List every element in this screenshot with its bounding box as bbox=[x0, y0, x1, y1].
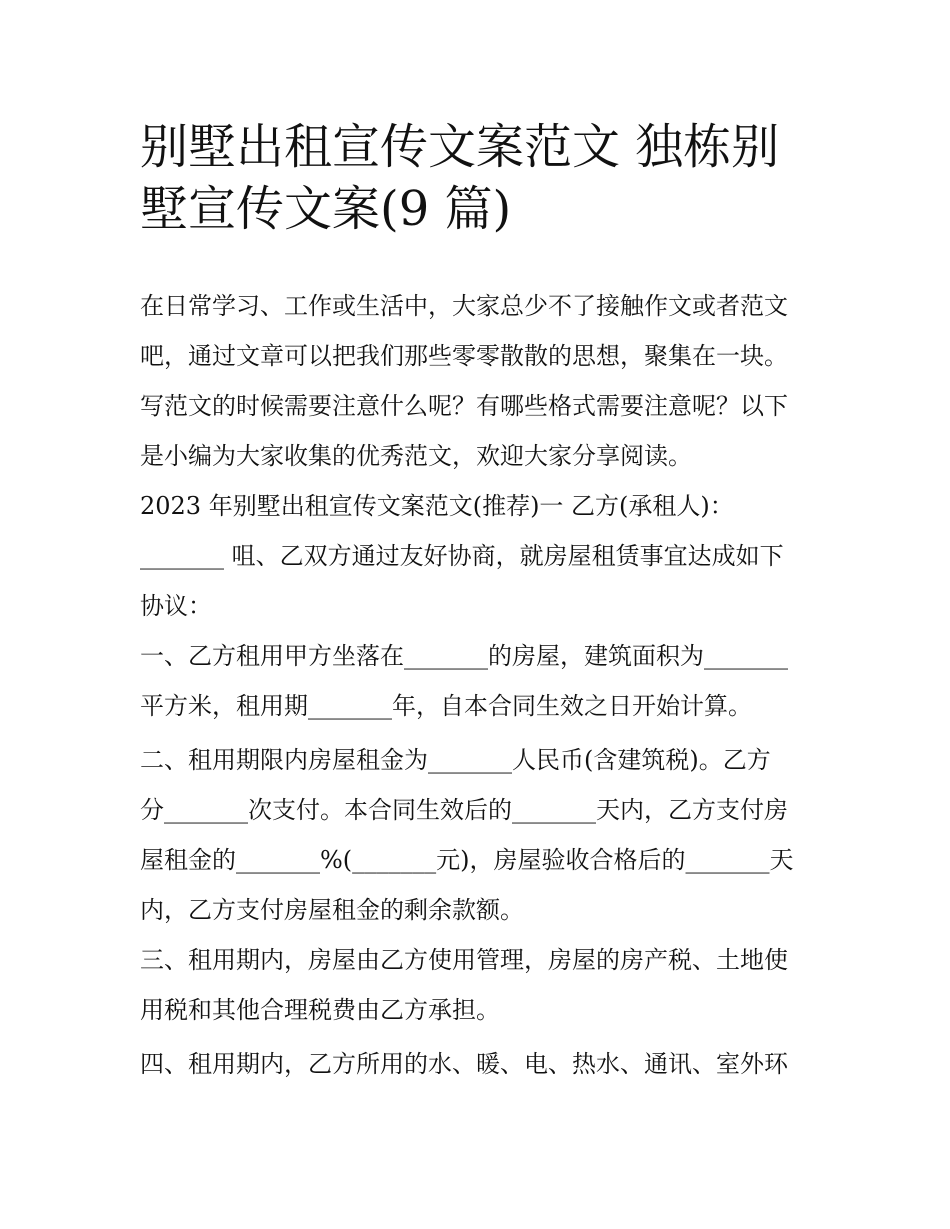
body-line-15: 用税和其他合理税费由乙方承担。 bbox=[140, 996, 500, 1024]
body-line-1: 在日常学习、工作或生活中，大家总少不了接触作文或者范文 bbox=[140, 292, 788, 320]
body-line-12: 屋租金的_______%(_______元)，房屋验收合格后的_______天 bbox=[140, 846, 794, 874]
body-line-5: 2023 年别墅出租宣传文案范文(推荐)一 乙方(承租人)： bbox=[140, 492, 734, 520]
body-line-8: 一、乙方租用甲方坐落在_______的房屋，建筑面积为_______ bbox=[140, 642, 788, 670]
body-line-10: 二、租用期限内房屋租金为_______人民币(含建筑税)。乙方 bbox=[140, 746, 771, 774]
body-line-7: 协议： bbox=[140, 592, 212, 620]
document-title bbox=[140, 116, 820, 240]
body-line-9: 平方米，租用期_______年，自本合同生效之日开始计算。 bbox=[140, 692, 752, 720]
body-line-2: 吧，通过文章可以把我们那些零零散散的思想，聚集在一块。 bbox=[140, 342, 788, 370]
body-line-3: 写范文的时候需要注意什么呢？有哪些格式需要注意呢？以下 bbox=[140, 392, 788, 420]
body-line-11: 分_______次支付。本合同生效后的_______天内，乙方支付房 bbox=[140, 796, 788, 824]
body-line-14: 三、租用期内，房屋由乙方使用管理，房屋的房产税、土地使 bbox=[140, 946, 788, 974]
title-line-1: 别墅出租宣传文案范文 独栋别 bbox=[140, 119, 780, 175]
body-line-13: 内，乙方支付房屋租金的剩余款额。 bbox=[140, 896, 524, 924]
body-line-16: 四、租用期内，乙方所用的水、暖、电、热水、通讯、室外环 bbox=[140, 1050, 788, 1078]
title-line-2: 墅宣传文案(9 篇) bbox=[140, 181, 512, 237]
body-line-4: 是小编为大家收集的优秀范文，欢迎大家分享阅读。 bbox=[140, 442, 692, 470]
body-line-6: _______ 咀、乙双方通过友好协商，就房屋租赁事宜达成如下 bbox=[140, 542, 784, 570]
